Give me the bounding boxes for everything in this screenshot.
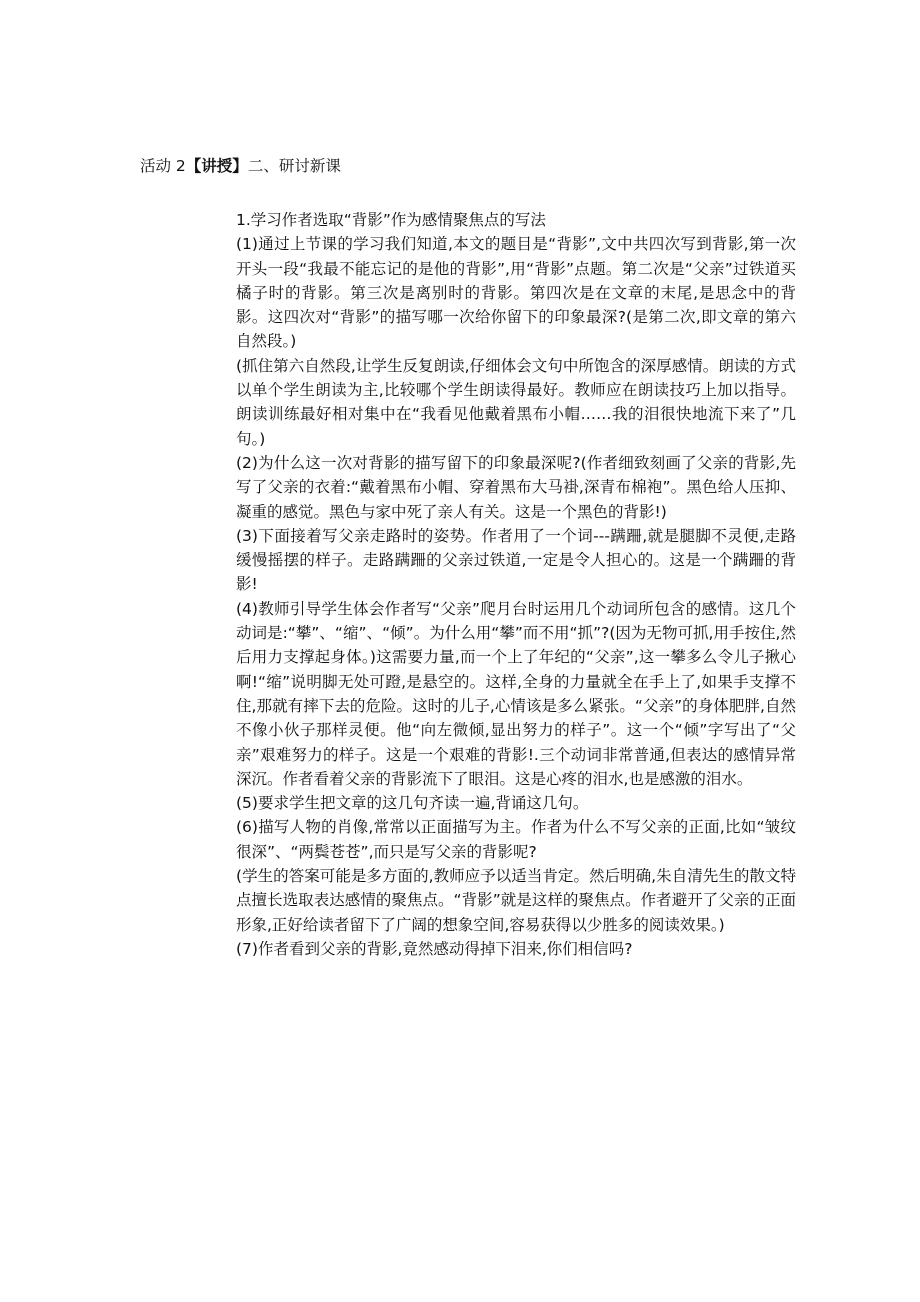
paragraph-4: (4)教师引导学生体会作者写“父亲”爬月台时运用几个动词所包含的感情。这几个动词是:“攀”、“缩”、“倾”。为什么用“攀”而不用“抓”?(因为无物可抓,用手按住,然后用力支撑起身体。)这需要力量,而一个上了年纪的“父亲”,这一攀多么令儿子揪心啊!“缩”说明脚无处可蹬,是悬空的。这样,全身的力量就全在手上了,如果手支撑不住,那就有摔下去的危险。这时的儿子,心情该是多么紧张。“父亲”的身体肥胖,自然不像小伙子那样灵便。他“向左微倾,显出努力的样子”。这一个“倾”字写出了“父亲”艰难努力的样子。这是一个艰难的背影!.三个动词非常普通,但表达的感情异常深沉。作者看着父亲的背影流下了眼泪。这是心疼的泪水,也是感激的泪水。 <box>236 599 796 788</box>
paragraph-6: (6)描写人物的肖像,常常以正面描写为主。作者为什么不写父亲的正面,比如“皱纹很深”、“两鬓苍苍”,而只是写父亲的背影呢? <box>236 818 796 861</box>
paragraph-2: (2)为什么这一次对背影的描写留下的印象最深呢?(作者细致刻画了父亲的背影,先写了父亲的衣着:“戴着黑布小帽、穿着黑布大马褂,深青布棉袍”。黑色给人压抑、凝重的感觉。黑色与家中死了亲人有关。这是一个黑色的背影!) <box>236 453 796 521</box>
heading-bracket-label: 【讲授】 <box>185 157 248 175</box>
heading-title: 二、研讨新课 <box>247 157 341 175</box>
paragraph-1: (1)通过上节课的学习我们知道,本文的题目是“背影”,文中共四次写到背影,第一次开头一段“我最不能忘记的是他的背影”,用“背影”点题。第二次是“父亲”过铁道买橘子时的背影。第三次是离别时的背影。第四次是在文章的末尾,是思念中的背影。这四次对“背影”的描写哪一次给你留下的印象最深?(是第二次,即文章的第六自然段。) <box>236 235 796 351</box>
heading-prefix: 活动 2 <box>140 157 186 175</box>
document-body <box>236 208 796 961</box>
section-heading <box>140 155 341 177</box>
paragraph-7: (7)作者看到父亲的背影,竟然感动得掉下泪来,你们相信吗? <box>236 939 633 958</box>
paragraph-1-note: (抓住第六自然段,让学生反复朗读,仔细体会文句中所饱含的深厚感情。朗读的方式以单个学生朗读为主,比较哪个学生朗读得最好。教师应在朗读技巧上加以指导。朗读训练最好相对集中在“我看见他戴着黑布小帽……我的泪很快地流下来了”几句。) <box>236 356 796 448</box>
paragraph-topic: 1.学习作者选取“背影”作为感情聚焦点的写法 <box>236 211 546 229</box>
paragraph-3: (3)下面接着写父亲走路时的姿势。作者用了一个词---蹒跚,就是腿脚不灵便,走路缓慢摇摆的样子。走路蹒跚的父亲过铁道,一定是令人担心的。这是一个蹒跚的背影! <box>236 526 796 594</box>
paragraph-5: (5)要求学生把文章的这几句齐读一遍,背诵这几句。 <box>236 794 589 813</box>
paragraph-6-note: (学生的答案可能是多方面的,教师应予以适当肯定。然后明确,朱自清先生的散文特点擅长选取表达感情的聚焦点。“背影”就是这样的聚焦点。作者避开了父亲的正面形象,正好给读者留下了广阔的想象空间,容易获得以少胜多的阅读效果。) <box>236 867 796 934</box>
